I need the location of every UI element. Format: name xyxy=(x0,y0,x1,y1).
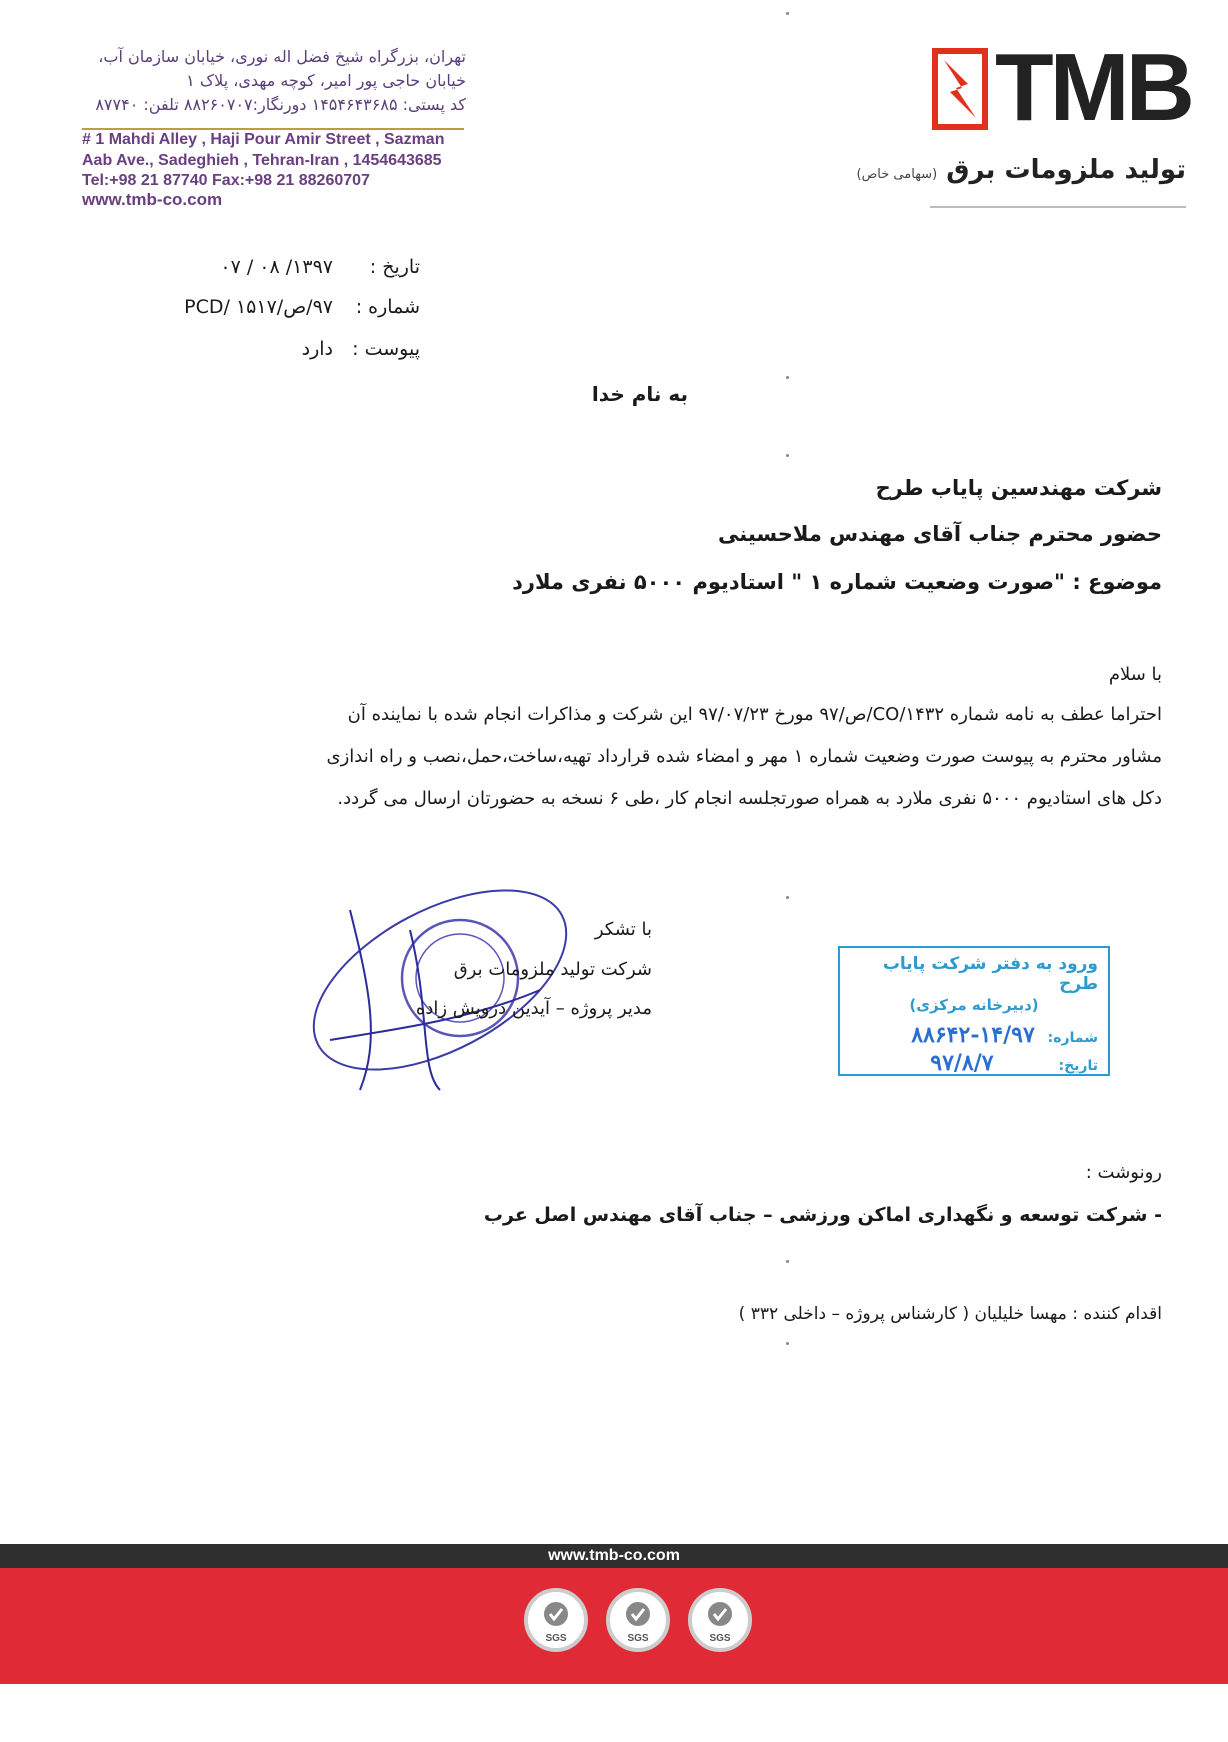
attachment-row xyxy=(302,338,420,360)
persian-address-line-3: کد پستی: ۱۴۵۴۶۴۳۶۸۵ دورنگار:۸۸۲۶۰۷۰۷ تلفن: ۸۷۷۴۰ xyxy=(95,95,466,114)
recipient-person: حضور محترم جناب آقای مهندس ملاحسینی xyxy=(718,522,1162,546)
greeting: با سلام xyxy=(1108,664,1162,685)
logo-tagline xyxy=(857,155,1186,185)
check-icon xyxy=(706,1600,734,1628)
stamp-date-label: تاریخ: xyxy=(1058,1058,1098,1074)
cc-label: رونوشت : xyxy=(1085,1162,1162,1183)
scan-dot xyxy=(786,12,789,15)
stamp-number-row xyxy=(850,1022,1098,1048)
stamp-subtitle: (دبیرخانه مرکزی) xyxy=(909,996,1039,1014)
stamp-title: ورود به دفتر شرکت پایاب طرح xyxy=(882,954,1098,994)
signer-name: مدیر پروژه – آیدین درویش زاده xyxy=(415,998,652,1020)
sgs-cert-badge xyxy=(606,1588,670,1652)
signer-company: شرکت تولید ملزومات برق xyxy=(453,958,652,980)
lightning-icon xyxy=(938,54,982,124)
scan-dot xyxy=(786,454,789,457)
check-icon xyxy=(624,1600,652,1628)
sgs-label: SGS xyxy=(545,1633,567,1644)
stamp-number-value: ۱۴/۹۷-۸۸۶۴۲ xyxy=(911,1022,1035,1048)
persian-address-line-1: تهران، بزرگراه شیخ فضل اله نوری، خیابان سازمان آب، xyxy=(98,47,466,66)
signature-block xyxy=(416,910,652,1029)
cc-recipient: - شرکت توسعه و نگهداری اماکن ورزشی – جناب آقای مهندس اصل عرب xyxy=(483,1204,1162,1226)
attachment-value: دارد xyxy=(301,338,333,360)
date-value: ۱۳۹۷/ ۰۸ / ۰۷ xyxy=(220,256,333,278)
scan-dot xyxy=(786,896,789,899)
recipient-company: شرکت مهندسین پایاب طرح xyxy=(875,476,1162,500)
sgs-cert-badge xyxy=(688,1588,752,1652)
body-line-3: دکل های استادیوم ۵۰۰۰ نفری ملارد به همراه صورتجلسه انجام کار ،طی ۶ نسخه به حضورتان ارسال می گردد. xyxy=(337,788,1162,809)
date-row xyxy=(220,256,420,278)
footer-website: www.tmb-co.com xyxy=(548,1547,680,1564)
english-address-line-1: # 1 Mahdi Alley , Haji Pour Amir Street , Sazman xyxy=(82,131,445,148)
action-by: اقدام کننده : مهسا خلیلیان ( کارشناس پروژه – داخلی ۳۳۲ ) xyxy=(738,1304,1162,1324)
check-icon xyxy=(542,1600,570,1628)
subject-line: موضوع : "صورت وضعیت شماره ۱ " استادیوم ۵۰۰۰ نفری ملارد xyxy=(512,570,1162,594)
persian-address-line-2: خیابان حاجی پور امیر، کوچه مهدی، پلاک ۱ xyxy=(186,71,466,90)
header-website: www.tmb-co.com xyxy=(82,190,223,209)
logo-tagline-small: (سهامی خاص) xyxy=(856,167,938,182)
english-address-line-3: Tel:+98 21 87740 Fax:+98 21 88260707 xyxy=(82,172,370,189)
sgs-cert-badge xyxy=(524,1588,588,1652)
scan-dot xyxy=(786,1260,789,1263)
closing: با تشکر xyxy=(594,919,652,940)
receipt-stamp xyxy=(838,946,1110,1076)
logo-wordmark: TMB xyxy=(995,34,1191,141)
logo-tagline-text: تولید ملزومات برق xyxy=(946,155,1186,185)
stamp-number-label: شماره: xyxy=(1047,1030,1098,1046)
number-value: ۹۷/ص/PCD/ ۱۵۱۷ xyxy=(184,296,333,318)
stamp-date-value: ۹۷/۸/۷ xyxy=(930,1050,994,1076)
sgs-label: SGS xyxy=(627,1633,649,1644)
body-line-1: احتراما عطف به نامه شماره CO/۱۴۳۲/ص/۹۷ مورخ ۹۷/۰۷/۲۳ این شرکت و مذاکرات انجام شده با نماینده آن xyxy=(347,704,1162,725)
scan-dot xyxy=(786,376,789,379)
sgs-label: SGS xyxy=(709,1633,731,1644)
stamp-date-row xyxy=(850,1050,1098,1076)
english-address-line-2: Aab Ave., Sadeghieh , Tehran-Iran , 1454643685 xyxy=(82,152,442,169)
logo-lightning-box xyxy=(932,48,988,130)
number-row xyxy=(184,296,420,318)
scan-dot xyxy=(786,1342,789,1345)
date-label: تاریخ : xyxy=(369,256,420,278)
attachment-label: پیوست : xyxy=(352,338,420,360)
logo-divider xyxy=(930,206,1186,208)
basmala: به نام خدا xyxy=(591,382,688,406)
number-label: شماره : xyxy=(355,296,420,318)
body-line-2: مشاور محترم به پیوست صورت وضعیت شماره ۱ مهر و امضاء شده قرارداد تهیه،ساخت،حمل،نصب و راه اندازی xyxy=(326,746,1162,767)
